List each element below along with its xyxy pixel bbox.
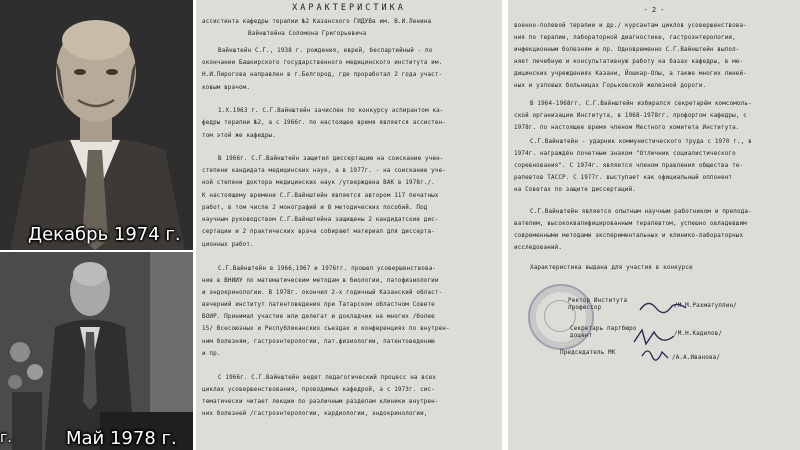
page2-text-line: 1978г. по настоящее время членом Местного комитета Института. (514, 125, 740, 131)
page1-text-line: ассистента кафедры терапии №2 Казанского ГИДУВа им. В.И.Ленина (202, 19, 432, 25)
page1-text-line: Вайнштейна Соломона Григорьевича (248, 31, 367, 37)
page1-text-line: ним болезням, гастроэнтерологии, пат.физиологии, патентоведению (202, 339, 435, 345)
page1-text-line: В 1966г. С.Г.Вайнштейн защитил диссертацию на соискание учен- (218, 156, 444, 162)
page1-text-line: С.Г.Вайнштейн в 1966,1967 и 1976гг. прошел усовершенствова- (218, 266, 437, 272)
page1-text-line: вечерний институт патентоведения при Татарском областном Совете (202, 302, 435, 308)
signature-name: /М.Н.Кадилов/ (674, 331, 723, 337)
signature-name: /А.А.Иванова/ (672, 355, 721, 361)
photo-caption-1978: Май 1978 г. (66, 428, 177, 449)
page1-text-line: Вайнштейн С.Г., 1938 г. рождения, еврей, беспартийный - по (218, 48, 433, 54)
page1-text-line: работ, в том числе 2 монографий и 8 методических пособий. Под (202, 205, 428, 211)
page2-text-line: ской организации Института, в 1968-1978гг. профоргом кафедры, с (514, 113, 747, 119)
page2-text-line: В 1964-1968гг. С.Г.Вайнштейн избирался секретарём комсомоль- (530, 101, 752, 107)
page2-text-line: соревнования". С 1974г. является членом правления общества те- (514, 163, 744, 169)
page2-text-line: военно-полевой терапии и др./ курсантам циклов усовершенствова- (514, 23, 747, 29)
page2-text-line: С.Г.Вайнштейн является опытным научным работником и препода- (530, 209, 752, 215)
page1-text-line: С 1966г. С.Г.Вайнштейн ведет педагогический процесс на всех (218, 375, 437, 381)
page2-text-line: дицинских учреждениях Казани, Йошкар-Олы, а также многих линей- (514, 71, 747, 77)
signature-role: Председатель МК (560, 350, 616, 356)
page1-text-line: федры терапии №2, а с 1966г. по настоящее время является ассистен- (202, 120, 446, 126)
page2-text-line: инфекционным болезням и пр. Одновременно С.Г.Вайнштейн выпол- (514, 47, 740, 53)
photo-left-edge-fragment: г. (0, 430, 12, 446)
page2-text-line: ния по терапии, лабораторной диагностике, гастроэнтерологии, (514, 35, 736, 41)
page1-text-line: 1.Х.1963 г. С.Г.Вайнштейн зачислен по конкурсу аспирантом ка- (218, 108, 444, 114)
page2-text-line: ных и узловых больницах Горьковской железной дороги. (514, 83, 707, 89)
photo-caption-1974: Декабрь 1974 г. (28, 224, 181, 245)
page1-text-line: Н.И.Пирогова направлен в г.Белгород, где проработал 2 года участ- (202, 72, 443, 78)
page1-text-line: ние в ВНИИУ по математическим методам в биологии, патофизиологии (202, 278, 439, 284)
page1-text-line: ковым врачом. (202, 85, 251, 91)
page2-text-line: вателем, высококвалифицированным терапевтом, успешно овладевшим (514, 221, 747, 227)
page1-text-line: ционных работ. (202, 242, 254, 248)
page1-text-line: ной степени доктора медицинских наук /утверждена ВАК в 1978г./. (202, 180, 435, 186)
page1-text-line: 15/ Всесоюзных и Республиканских съездах и конференциях по внутрен- (202, 326, 450, 332)
signature-role: Секретарь партбюро доцент (570, 326, 637, 340)
signature-chair-icon (640, 344, 670, 362)
page1-text-line: К настоящему времени С.Г.Вайнштейн является автором 117 печатных (202, 193, 439, 199)
page1-text-line: тематически читает лекции по различным разделам клиники внутрен- (202, 399, 439, 405)
signature-name: /М.М.Рахматуллин/ (674, 303, 737, 309)
page1-text-line: сертации и 2 практических врача собирают материал для диссерта- (202, 229, 435, 235)
portrait-photo-1974 (0, 0, 193, 250)
page1-text-line: степени кандидата медицинских наук, а в 1977г. - на соискание уче- (202, 168, 446, 174)
signature-role: Ректор Института профессор (568, 298, 628, 312)
page2-text-line: С.Г.Вайнштейн - ударник коммунистического труда с 1970 г., в (530, 139, 752, 145)
page2-text-line: 1974г. награждён почетным знаком "Отличник социалистического (514, 151, 736, 157)
portrait-illustration-1978 (0, 252, 193, 450)
page1-text-line: и эндокринологии. В 1978г. окончил 2-х годичный Казанский област- (202, 290, 443, 296)
page1-text-line: них болезней /гастроэнтерологии, кардиологии, эндокринологии, (202, 411, 428, 417)
page1-text-line: циклах усовершенствования, проводимых кафедрой, а с 1973г. сис- (202, 387, 435, 393)
page1-text-line: ВОИР. Принимал участие или делегат и докладчик на многих /более (202, 314, 435, 320)
page2-text-line: на Советах по защите диссертаций. (514, 187, 636, 193)
portrait-illustration-1974 (0, 0, 193, 250)
document-heading: ХАРАКТЕРИСТИКА (292, 3, 406, 13)
document-page-1 (196, 0, 502, 450)
portrait-photo-1978 (0, 252, 193, 450)
page2-text-line: исследований. (514, 245, 563, 251)
page1-text-line: научным руководством С.Г.Вайнштейна защищены 2 кандидатские дис- (202, 217, 439, 223)
page1-text-line: том этой же кафедры. (202, 133, 276, 139)
page2-text-line: няет лечебную и консультативную работу на базах кафедры, в ме- (514, 59, 744, 65)
signature-rector-icon (638, 296, 688, 318)
page1-text-line: и пр. (202, 351, 221, 357)
page2-text-line: современными методами экспериментальных и клинико-лабораторных (514, 233, 744, 239)
page1-text-line: окончании Башкирского государственного медицинского института им. (202, 60, 443, 66)
page2-text-line: Характеристика выдана для участия в конкурсе (530, 265, 693, 271)
page2-text-line: рапевтов ТАССР. С 1977г. выступает как официальный оппонент (514, 175, 733, 181)
page-number: - 2 - (643, 6, 665, 14)
document-page-2 (508, 0, 800, 450)
